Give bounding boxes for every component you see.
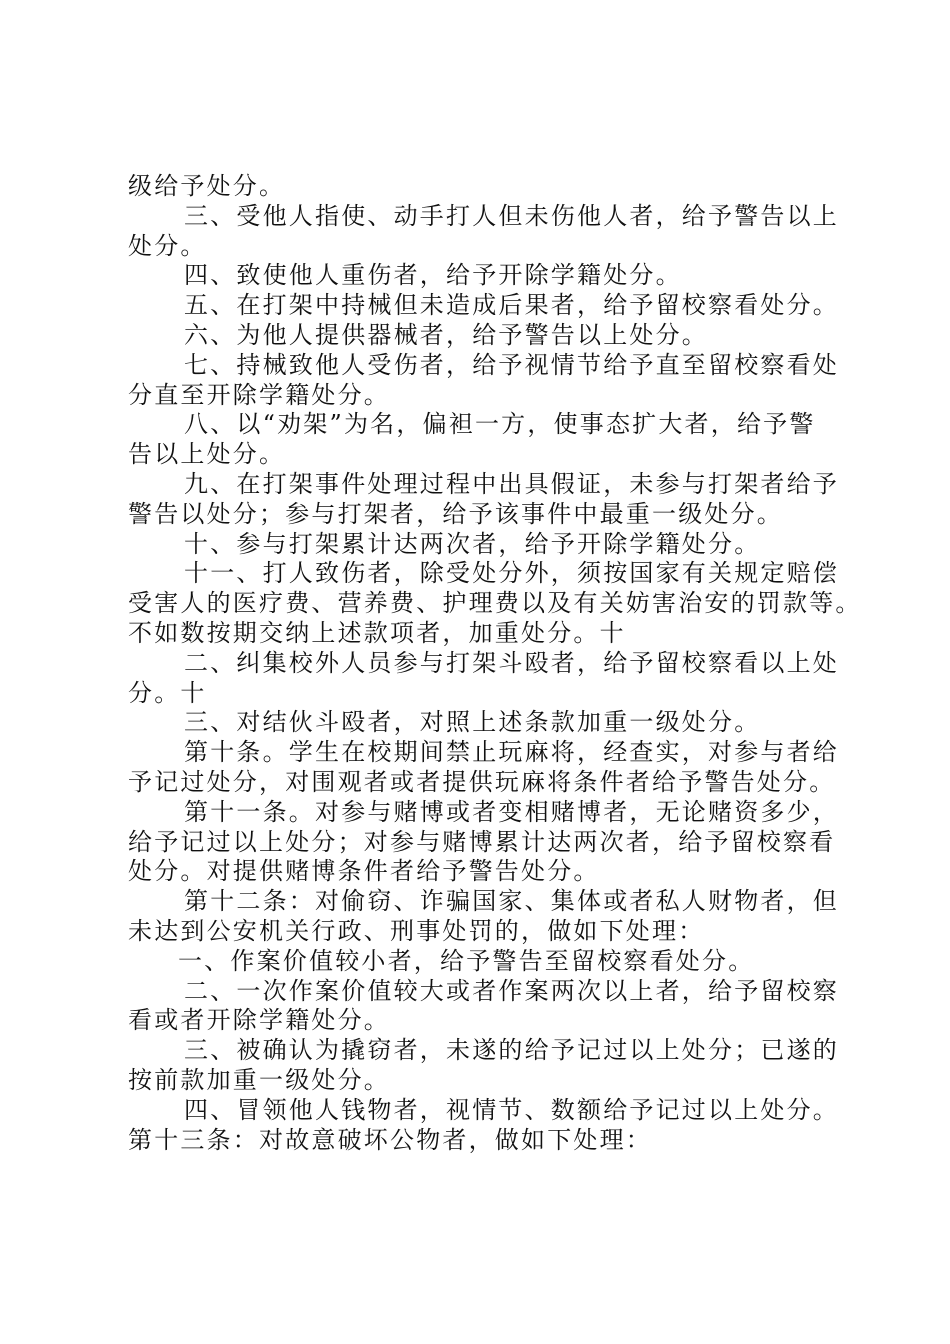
text-line: 一、作案价值较小者，给予警告至留校察看处分。 [178, 946, 755, 975]
text-line: 告以上处分。 [128, 440, 286, 469]
document-body [128, 172, 862, 1155]
text-line: 看或者开除学籍处分。 [128, 1006, 390, 1035]
text-line: 二、纠集校外人员参与打架斗殴者，给予留校察看以上处 [184, 648, 839, 677]
text-line: 分直至开除学籍处分。 [128, 380, 390, 409]
text-line: 按前款加重一级处分。 [128, 1065, 390, 1094]
text-line: 警告以处分；参与打架者，给予该事件中最重一级处分。 [128, 499, 783, 528]
text-line: 六、为他人提供器械者，给予警告以上处分。 [184, 320, 708, 349]
text-line: 第十三条：对故意破坏公物者，做如下处理： [128, 1125, 652, 1154]
text-line: 三、被确认为撬窃者，未遂的给予记过以上处分；已遂的 [184, 1036, 839, 1065]
text-line: 十、参与打架累计达两次者，给予开除学籍处分。 [184, 529, 761, 558]
text-line: 九、在打架事件处理过程中出具假证，未参与打架者给予 [184, 469, 839, 498]
text-line: 给予记过以上处分；对参与赌博累计达两次者，给予留校察看 [128, 827, 836, 856]
text-line: 五、在打架中持械但未造成后果者，给予留校察看处分。 [184, 291, 839, 320]
text-line: 不如数按期交纳上述款项者，加重处分。十 [128, 618, 626, 647]
text-line: 三、对结伙斗殴者，对照上述条款加重一级处分。 [184, 708, 761, 737]
text-line: 三、受他人指使、动手打人但未伤他人者，给予警告以上 [184, 201, 839, 230]
text-line: 第十一条。对参与赌博或者变相赌博者，无论赌资多少， [184, 797, 839, 826]
text-line: 予记过处分，对围观者或者提供玩麻将条件者给予警告处分。 [128, 767, 836, 796]
text-line: 处分。 [128, 231, 207, 260]
text-line: 分。十 [128, 678, 207, 707]
text-line: 八、以“劝架”为名，偏袒一方，使事态扩大者，给予警 [184, 410, 816, 439]
text-line: 十一、打人致伤者，除受处分外，须按国家有关规定赔偿 [184, 559, 839, 588]
text-line: 第十条。学生在校期间禁止玩麻将，经查实，对参与者给 [184, 738, 839, 767]
text-line: 处分。对提供赌博条件者给予警告处分。 [128, 857, 600, 886]
text-line: 第十二条：对偷窃、诈骗国家、集体或者私人财物者，但 [184, 887, 839, 916]
text-line: 未达到公安机关行政、刑事处罚的，做如下处理： [128, 916, 705, 945]
text-line: 四、冒领他人钱物者，视情节、数额给予记过以上处分。 [184, 1095, 839, 1124]
text-line: 级给予处分。 [128, 172, 286, 200]
text-line: 四、致使他人重伤者，给予开除学籍处分。 [184, 261, 682, 290]
text-line: 七、持械致他人受伤者，给予视情节给予直至留校察看处 [184, 350, 839, 379]
text-line: 二、一次作案价值较大或者作案两次以上者，给予留校察 [184, 976, 839, 1005]
text-line: 受害人的医疗费、营养费、护理费以及有关妨害治安的罚款等。 [128, 589, 862, 618]
